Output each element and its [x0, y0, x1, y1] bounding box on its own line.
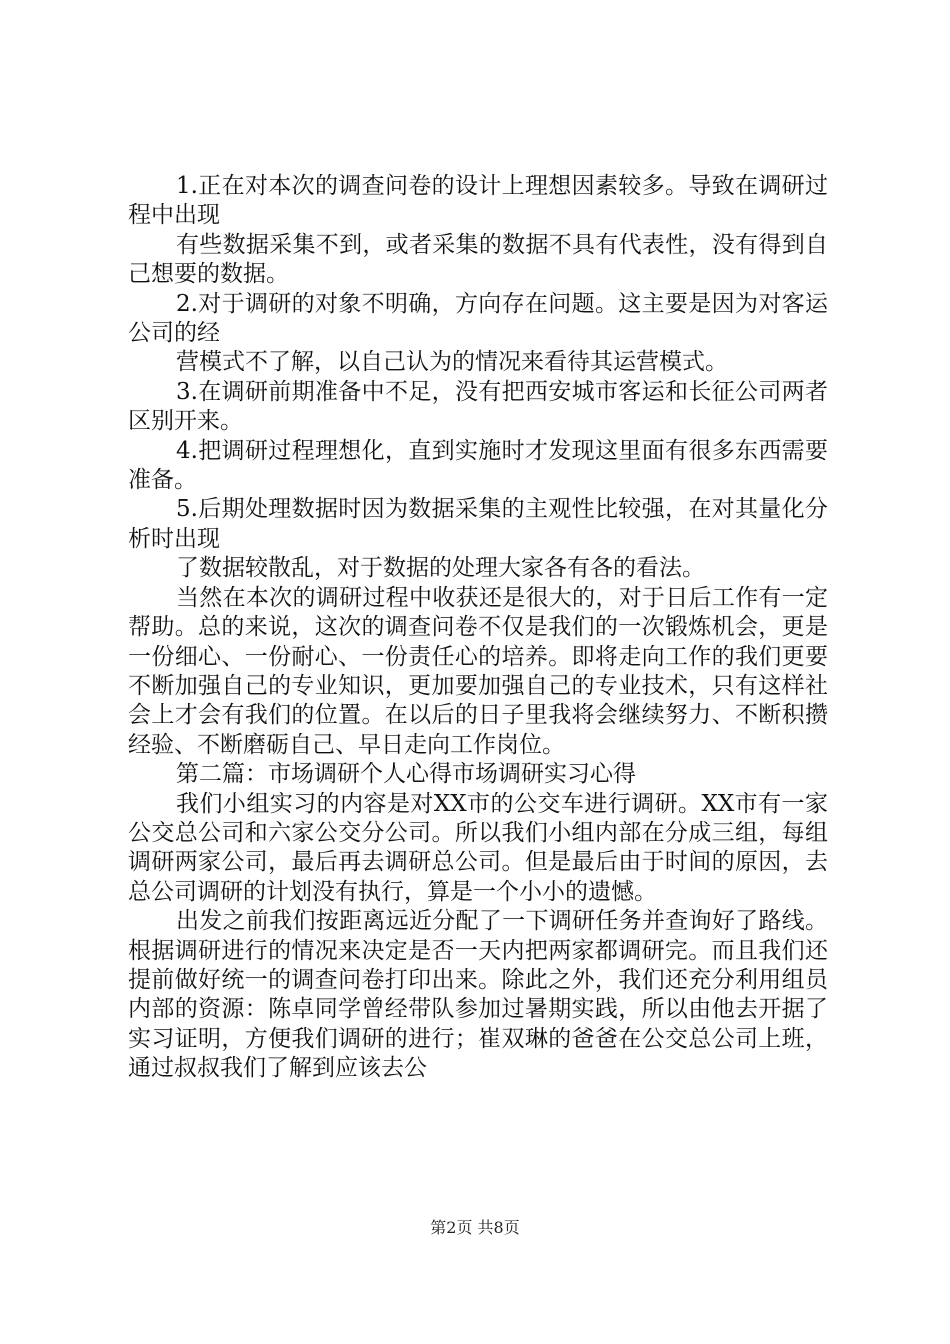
paragraph-3: 2.对于调研的对象不明确，方向存在问题。这主要是因为对客运公司的经: [128, 290, 828, 347]
page-footer: 第2页 共8页: [430, 1218, 520, 1237]
paragraph-6: 4.把调研过程理想化，直到实施时才发现这里面有很多东西需要准备。: [128, 437, 828, 494]
paragraph-7: 5.后期处理数据时因为数据采集的主观性比较强，在对其量化分析时出现: [128, 496, 828, 552]
paragraph-12: 出发之前我们按距离远近分配了一下调研任务并查询好了路线。根据调研进行的情况来决定是否一天内把两家都调研完。而且我们还提前做好统一的调查问卷打印出来。除此之外，我们还充分利用组员内部的资源：陈卓同学曾经带队参加过暑期实践，所以由他去开据了实习证明，方便我们调研的进行；崔双琳的爸爸在公交总公司上班，通过叔叔我们了解到应该去公: [128, 908, 828, 1082]
paragraph-5: 3.在调研前期准备中不足，没有把西安城市客运和长征公司两者区别开来。: [128, 378, 828, 435]
paragraph-11: 我们小组实习的内容是对XX市的公交车进行调研。XX市有一家公交总公司和六家公交分公司。所以我们小组内部在分成三组，每组调研两家公司，最后再去调研总公司。但是最后由于时间的原因，去总公司调研的计划没有执行，算是一个小小的遗憾。: [128, 790, 828, 905]
section-heading: 第二篇：市场调研个人心得市场调研实习心得: [176, 761, 636, 788]
paragraph-4: 营模式不了解，以自己认为的情况来看待其运营模式。: [176, 349, 728, 376]
paragraph-1: 1.正在对本次的调查问卷的设计上理想因素较多。导致在调研过程中出现: [128, 173, 828, 229]
paragraph-2: 有些数据采集不到，或者采集的数据不具有代表性，没有得到自己想要的数据。: [128, 231, 828, 288]
document-body: [128, 172, 828, 1084]
paragraph-9: 当然在本次的调研过程中收获还是很大的，对于日后工作有一定帮助。总的来说，这次的调查问卷不仅是我们的一次锻炼机会，更是一份细心、一份耐心、一份责任心的培养。即将走向工作的我们更要不断加强自己的专业知识，更加要加强自己的专业技术，只有这样社会上才会有我们的位置。在以后的日子里我将会继续努力、不断积攒经验、不断磨砺自己、早日走向工作岗位。: [128, 584, 828, 758]
paragraph-8: 了数据较散乱，对于数据的处理大家各有各的看法。: [176, 555, 705, 582]
